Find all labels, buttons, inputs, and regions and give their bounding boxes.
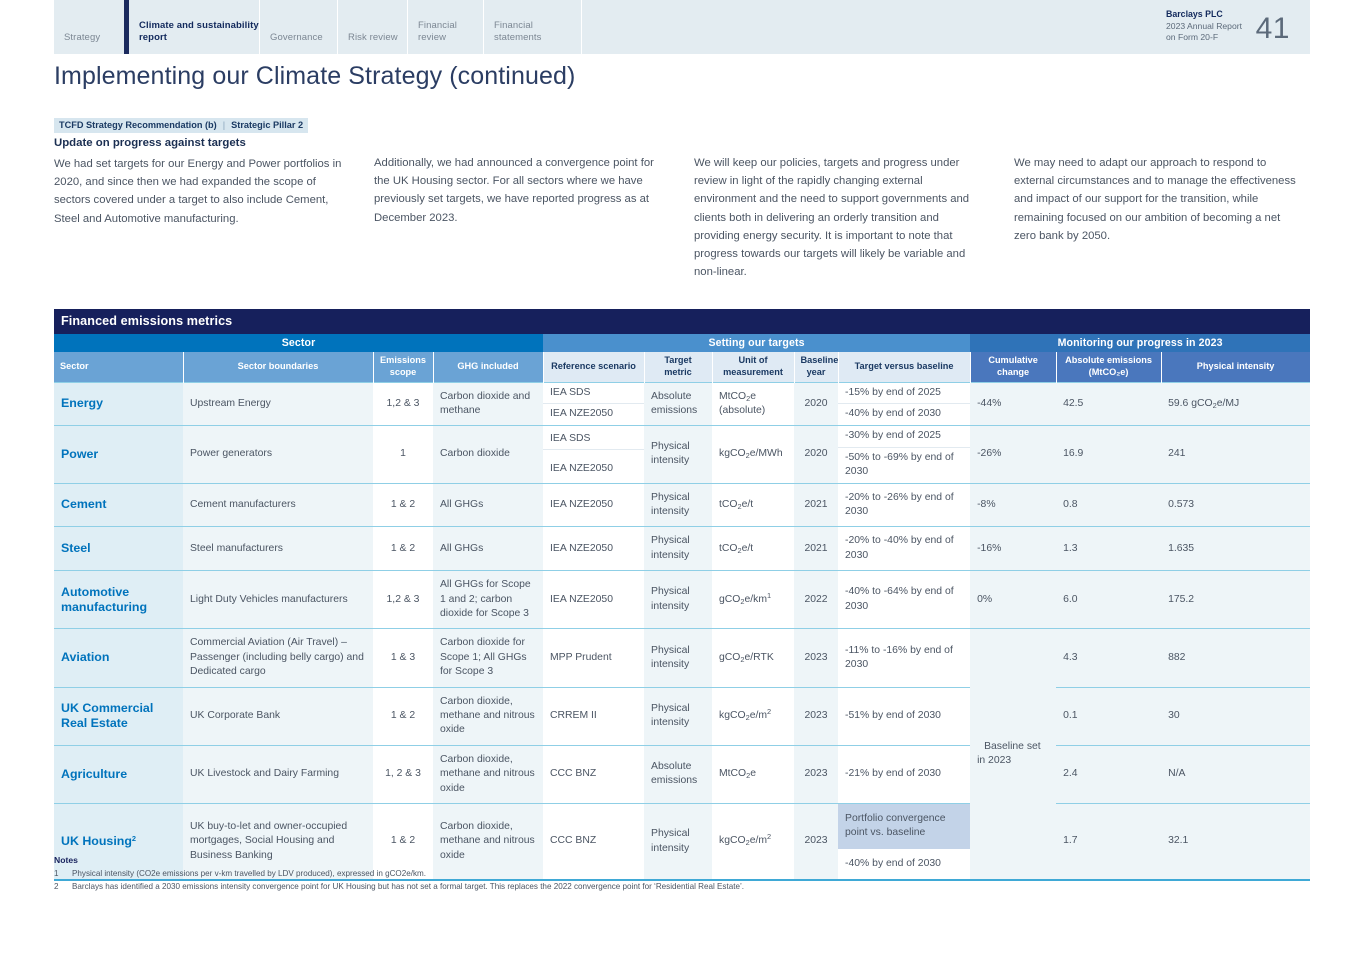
cell-baseline-year: 2020 [794,426,838,483]
table-row [54,745,1310,803]
cell-target: -11% to -16% by end of 2030 [838,629,970,687]
table-group-header-row [54,334,1310,352]
row-sector-label: UK Housing [61,833,132,848]
row-sector-steel: Steel [54,527,183,571]
cell-physical-intensity: 1.635 [1161,527,1310,571]
cell-metric: Physical intensity [644,687,712,745]
cell-ghg: Carbon dioxide, methane and nitrous oxide [433,687,543,745]
cell-unit: $gCO_2e/km^1$ [712,571,794,629]
table-row [54,483,1310,527]
note-number: 1 [54,869,59,878]
cell-target-bottom: -50% to -69% by end of 2030 [838,447,970,483]
col-header-physical-intensity: Physical intensity [1161,352,1310,382]
cell-metric: Absolute emissions [644,382,712,426]
col-header-emissions-scope: Emissions scope [373,352,433,382]
cell-scenario-bottom: IEA NZE2050 [543,403,644,424]
intro-subheading: Update on progress against targets [54,137,246,149]
cell-scope: 1 & 2 [373,687,433,745]
col-header-sector: Sector [54,352,183,382]
top-navigation [54,0,1310,54]
tcfd-badge-pillar: Strategic Pillar 2 [231,120,304,130]
nav-tab-label: Governance [270,31,323,43]
cell-scope: 1 & 2 [373,483,433,527]
nav-tab-governance[interactable] [259,0,337,54]
cell-boundaries: Light Duty Vehicles manufacturers [183,571,373,629]
cell-baseline-year: 2021 [794,483,838,527]
cell-unit: $kgCO_2e/m^2$ [712,804,794,881]
row-sector-aviation: Aviation [54,629,183,687]
cell-ghg: All GHGs [433,527,543,571]
cell-boundaries: UK buy-to-let and owner-occupied mortgages, Social Housing and Business Banking [183,804,373,881]
cell-absolute-emissions: 1.3 [1056,527,1161,571]
cell-ghg: Carbon dioxide for Scope 1; All GHGs for Scope 3 [433,629,543,687]
intro-section [54,136,1310,281]
intro-paragraph-3: We will keep our policies, targets and progress under review in light of the rapidly changing external environment and the need to support governments and clients both in delivering an orderly transition and providing energy security. It is important to note that progress towards our targets will likely be variable and non-linear. [694,157,970,279]
note-text: Barclays has identified a 2030 emissions intensity convergence point for UK Housing but has not set a formal target. This replaces the 2022 convergence point for ‘Residential Real Estate’. [72,881,745,891]
note-item [54,868,1310,881]
cell-scope: 1,2 & 3 [373,571,433,629]
cell-target-bottom: -40% by end of 2030 [845,857,941,869]
cell-metric: Physical intensity [644,804,712,881]
cell-physical-intensity: 0.573 [1161,483,1310,527]
intro-column-3 [694,136,985,281]
nav-tab-label: Strategy [64,31,101,43]
report-title-line2: on Form 20-F [1166,32,1219,42]
cell-unit: kgCO$_2$e/MWh [712,426,794,483]
col-header-absolute-emissions: Absolute emissions (MtCO₂e) [1056,352,1161,382]
cell-baseline-year: 2023 [794,804,838,881]
page-number: 41 [1255,12,1290,45]
cell-boundaries: Steel manufacturers [183,527,373,571]
cell-ghg: Carbon dioxide, methane and nitrous oxide [433,745,543,803]
cell-physical-intensity: 59.6 gCO$_2$e/MJ [1161,382,1310,426]
table-row [54,687,1310,745]
cell-target: -40% to -64% by end of 2030 [838,571,970,629]
cell-scope: 1 [373,426,433,483]
cell-scope: 1 & 2 [373,527,433,571]
col-header-unit-of-measurement: Unit of measurement [712,352,794,382]
row-sector-agriculture: Agriculture [54,745,183,803]
col-header-reference-scenario: Reference scenario [543,352,644,382]
cell-ghg: All GHGs [433,483,543,527]
table-column-header-row [54,352,1310,382]
cell-target-top: -30% by end of 2025 [845,430,941,442]
cell-target: -20% to -40% by end of 2030 [838,527,970,571]
table-row [54,426,1310,483]
tcfd-badge-separator: | [222,120,226,130]
cell-scenario: CRREM II [543,687,644,745]
group-header-sector: Sector [54,334,543,352]
intro-paragraph-1: We had set targets for our Energy and Power portfolios in 2020, and since then we had expanded the scope of sectors covered under a target to also include Cement, Steel and Automotive manufacturing. [54,158,342,225]
cell-cumulative-change: -16% [970,527,1056,571]
cell-cumulative-change: -44% [970,382,1056,426]
col-header-cumulative-change: Cumulative change [970,352,1056,382]
cell-boundaries: Commercial Aviation (Air Travel) – Passenger (including belly cargo) and Dedicated cargo [183,629,373,687]
cell-unit: gCO$_2$e/RTK [712,629,794,687]
cell-target [838,426,970,483]
cell-scenario: IEA NZE2050 [543,483,644,527]
cell-scope: 1,2 & 3 [373,382,433,426]
cell-target-convergence: Portfolio convergence point vs. baseline [838,804,970,849]
cell-scenario-top: IEA SDS [550,432,591,444]
cell-boundaries: Upstream Energy [183,382,373,426]
cell-absolute-emissions: 4.3 [1056,629,1161,687]
cell-boundaries: Power generators [183,426,373,483]
intro-column-2 [374,136,665,281]
row-sector-energy: Energy [54,382,183,426]
cell-baseline-year: 2020 [794,382,838,426]
cell-absolute-emissions: 42.5 [1056,382,1161,426]
intro-column-1 [54,136,345,281]
cell-metric: Absolute emissions [644,745,712,803]
cell-target [838,382,970,426]
cell-scope: 1 & 2 [373,804,433,881]
cell-unit-line1: MtCO$_2$e [719,390,757,403]
cell-ghg: Carbon dioxide [433,426,543,483]
note-number: 2 [54,881,59,891]
cell-boundaries: Cement manufacturers [183,483,373,527]
cell-target-bottom: -40% by end of 2030 [838,403,970,424]
company-name: Barclays PLC [1166,9,1223,19]
cell-unit: $kgCO_2e/m^2$ [712,687,794,745]
cell-physical-intensity: 175.2 [1161,571,1310,629]
nav-tab-strategy[interactable] [54,0,124,54]
note-text: Physical intensity (CO2e emissions per v-km travelled by LDV produced), expressed in gCO2e/km. [72,869,427,878]
cell-absolute-emissions: 2.4 [1056,745,1161,803]
cell-absolute-emissions: 16.9 [1056,426,1161,483]
cell-ghg: All GHGs for Scope 1 and 2; carbon dioxide for Scope 3 [433,571,543,629]
financed-emissions-table [54,334,1311,881]
row-sector-cement: Cement [54,483,183,527]
table-row [54,629,1310,687]
cell-boundaries: UK Livestock and Dairy Farming [183,745,373,803]
cell-target-top: -15% by end of 2025 [845,387,941,398]
nav-tab-label: Financial statements [494,20,542,43]
cell-baseline-year: 2023 [794,629,838,687]
cell-cumulative-change-baseline-note [970,629,1056,880]
cell-baseline-year: 2023 [794,745,838,803]
nav-tab-financial-statements[interactable] [483,0,581,54]
cell-absolute-emissions: 1.7 [1056,804,1161,881]
cell-boundaries: UK Corporate Bank [183,687,373,745]
col-header-target-versus-baseline: Target versus baseline [838,352,970,382]
cell-metric: Physical intensity [644,426,712,483]
cell-absolute-emissions: 0.1 [1056,687,1161,745]
cell-baseline-year: 2021 [794,527,838,571]
cell-metric: Physical intensity [644,527,712,571]
page-title: Implementing our Climate Strategy (continued) [54,62,576,90]
intro-paragraph-2: Additionally, we had announced a convergence point for the UK Housing sector. For all sectors where we have previously set targets, we have reported progress as at December 2023. [374,157,654,224]
nav-tab-label: Financial review [418,20,457,43]
cell-ghg: Carbon dioxide, methane and nitrous oxide [433,804,543,881]
cell-scenario: IEA NZE2050 [543,527,644,571]
cell-cumulative-change: -8% [970,483,1056,527]
cell-metric: Physical intensity [644,483,712,527]
nav-tab-risk-review[interactable] [337,0,407,54]
cell-unit-line2: (absolute) [719,404,766,416]
cell-cumulative-change: -26% [970,426,1056,483]
cell-absolute-emissions: 6.0 [1056,571,1161,629]
cell-scenario: MPP Prudent [543,629,644,687]
row-sector-power: Power [54,426,183,483]
tcfd-badge-recommendation: TCFD Strategy Recommendation (b) [59,120,217,130]
notes-heading: Notes [54,855,78,865]
col-header-ghg-included: GHG included [433,352,543,382]
financed-emissions-table-wrapper [54,309,1310,881]
cell-target: -51% by end of 2030 [838,687,970,745]
cell-scenario-bottom: IEA NZE2050 [543,449,644,480]
cell-scenario [543,426,644,483]
cell-physical-intensity: 882 [1161,629,1310,687]
table-row [54,382,1310,426]
cell-unit: tCO$_2$e/t [712,483,794,527]
cell-baseline-year: 2023 [794,687,838,745]
nav-tab-label: Climate and sustainability report [139,20,259,43]
baseline-note-text: Baseline set in 2023 [977,740,1041,767]
cell-scenario-top: IEA SDS [550,387,591,398]
nav-tab-climate-and-sustainability-report[interactable] [124,0,259,54]
cell-scenario: CCC BNZ [543,745,644,803]
nav-tab-financial-review[interactable] [407,0,483,54]
document-meta [1166,9,1242,44]
nav-tab-label: Risk review [348,31,398,43]
cell-scenario [543,382,644,426]
cell-scenario: IEA NZE2050 [543,571,644,629]
col-header-target-metric: Target metric [644,352,712,382]
intro-column-4 [1014,136,1305,281]
col-header-baseline-year: Baseline year [794,352,838,382]
cell-unit [712,382,794,426]
table-title: Financed emissions metrics [54,309,1310,334]
notes-section [54,855,1310,893]
report-title-line1: 2023 Annual Report [1166,20,1242,31]
cell-metric: Physical intensity [644,571,712,629]
footnote-marker: 2 [131,833,137,843]
cell-physical-intensity: N/A [1161,745,1310,803]
cell-physical-intensity: 30 [1161,687,1310,745]
cell-physical-intensity: 241 [1161,426,1310,483]
cell-scope: 1 & 3 [373,629,433,687]
row-sector-uk-commercial-real-estate: UK Commercial Real Estate [54,687,183,745]
cell-scenario: CCC BNZ [543,804,644,881]
cell-unit: tCO$_2$e/t [712,527,794,571]
group-header-monitoring-progress: Monitoring our progress in 2023 [970,334,1310,352]
intro-paragraph-4: We may need to adapt our approach to respond to external circumstances and to manage the effectiveness and impact of our support for the transition, while remaining focused on our ambition of becoming a net zero bank by 2050. [1014,157,1296,242]
cell-target: -20% to -26% by end of 2030 [838,483,970,527]
cell-physical-intensity: 32.1 [1161,804,1310,881]
cell-ghg: Carbon dioxide and methane [433,382,543,426]
cell-baseline-year: 2022 [794,571,838,629]
cell-absolute-emissions: 0.8 [1056,483,1161,527]
cell-unit: MtCO$_2$e [712,745,794,803]
col-header-sector-boundaries: Sector boundaries [183,352,373,382]
note-item [54,881,1310,894]
row-sector-automotive-manufacturing: Automotive manufacturing [54,571,183,629]
cell-cumulative-change: 0% [970,571,1056,629]
tcfd-badge [54,118,308,133]
table-row [54,571,1310,629]
group-header-setting-targets: Setting our targets [543,334,970,352]
cell-target: -21% by end of 2030 [838,745,970,803]
cell-metric: Physical intensity [644,629,712,687]
cell-scope: 1, 2 & 3 [373,745,433,803]
table-row [54,527,1310,571]
